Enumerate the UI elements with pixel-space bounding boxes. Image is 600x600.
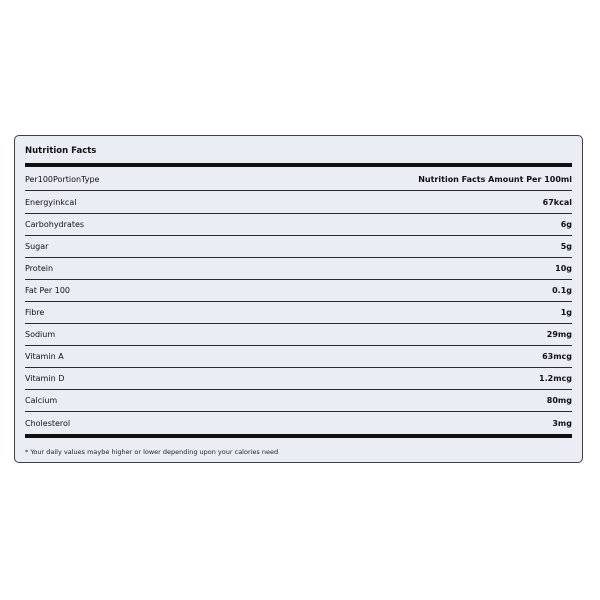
row-label: Vitamin A xyxy=(25,352,64,361)
table-row xyxy=(25,192,572,214)
footnote: * Your daily values maybe higher or lower depending upon your calories need xyxy=(25,448,279,456)
table-row xyxy=(25,236,572,258)
row-value: 67kcal xyxy=(542,198,572,207)
header-value: Nutrition Facts Amount Per 100ml xyxy=(418,175,572,184)
row-label: Energyinkcal xyxy=(25,198,77,207)
row-value: 5g xyxy=(560,242,572,251)
row-value: 1g xyxy=(560,308,572,317)
row-label: Protein xyxy=(25,264,54,273)
table-row xyxy=(25,346,572,368)
row-label: Fat Per 100 xyxy=(25,286,71,295)
table-row xyxy=(25,324,572,346)
table-row xyxy=(25,258,572,280)
table-row xyxy=(25,302,572,324)
row-value: 0.1g xyxy=(552,286,572,295)
row-label: Sodium xyxy=(25,330,56,339)
panel-title: Nutrition Facts xyxy=(25,146,97,156)
row-value: 29mg xyxy=(546,330,572,339)
row-value: 3mg xyxy=(552,418,572,428)
row-label: Carbohydrates xyxy=(25,220,85,229)
row-label: Fibre xyxy=(25,308,45,317)
top-thick-divider xyxy=(25,163,572,167)
table-row xyxy=(25,390,572,412)
header-label: Per100PortionType xyxy=(25,175,100,184)
bottom-thick-divider xyxy=(25,434,572,438)
row-label: Cholesterol xyxy=(25,418,71,428)
row-label: Vitamin D xyxy=(25,374,65,383)
row-label: Calcium xyxy=(25,396,58,405)
row-value: 1.2mcg xyxy=(539,374,572,383)
row-value: 6g xyxy=(560,220,572,229)
table-row xyxy=(25,368,572,390)
row-value: 80mg xyxy=(546,396,572,405)
table-row xyxy=(25,412,572,434)
table-row xyxy=(25,214,572,236)
table-row xyxy=(25,280,572,302)
header-row xyxy=(25,169,572,191)
row-value: 10g xyxy=(555,264,572,273)
row-label: Sugar xyxy=(25,242,49,251)
nutrition-facts-panel xyxy=(14,135,583,463)
row-value: 63mcg xyxy=(542,352,572,361)
